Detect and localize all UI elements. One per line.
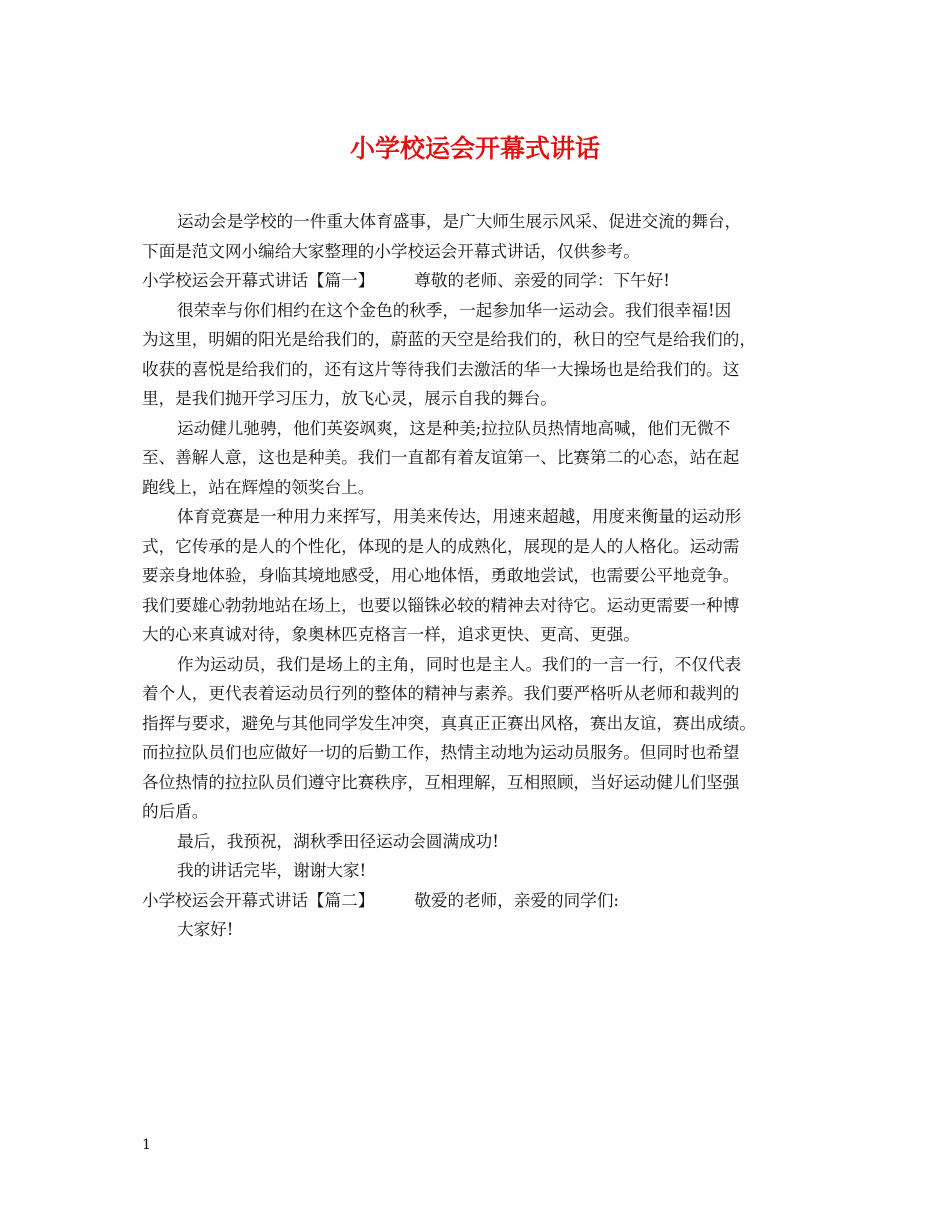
body-line: 的后盾。 (142, 802, 209, 821)
body-line: 大家好! (177, 920, 234, 939)
body-line: 下面是范文网小编给大家整理的小学校运会开幕式讲话，仅供参考。 (142, 241, 640, 261)
body-line: 大的心来真诚对待，象奥林匹克格言一样，追求更快、更高、更强。 (142, 625, 640, 644)
body-line: 我的讲话完毕，谢谢大家! (177, 861, 367, 880)
body-line: 收获的喜悦是给我们的，还有这片等待我们去激活的华一大操场也是给我们的。这 (142, 359, 740, 379)
body-line: 作为运动员，我们是场上的主角，同时也是主人。我们的一言一行，不仅代表 (177, 654, 742, 674)
section-heading: 小学校运会开幕式讲话【篇一】 (142, 271, 375, 290)
body-line: 要亲身地体验，身临其境地感受，用心地体悟，勇敢地尝试，也需要公平地竞争。 (142, 566, 740, 585)
body-line: 最后，我预祝，湖秋季田径运动会圆满成功! (177, 831, 499, 851)
body-line: 指挥与要求，避免与其他同学发生冲突，真真正正赛出风格，赛出友谊，赛出成绩。 (142, 713, 756, 733)
body-line: 跑线上，站在辉煌的领奖台上。 (142, 477, 375, 497)
body-line: 为这里，明媚的阳光是给我们的，蔚蓝的天空是给我们的，秋日的空气是给我们的， (142, 330, 756, 349)
document-body (142, 207, 822, 945)
section-greeting: 敬爱的老师，亲爱的同学们: (414, 890, 620, 910)
section-greeting: 尊敬的老师、亲爱的同学：下午好! (414, 271, 670, 290)
section-heading: 小学校运会开幕式讲话【篇二】 (142, 890, 375, 910)
body-line: 里，是我们抛开学习压力，放飞心灵，展示自我的舞台。 (142, 389, 557, 408)
body-line: 运动会是学校的一件重大体育盛事，是广大师生展示风采、促进交流的舞台， (177, 212, 742, 231)
body-line: 体育竞赛是一种用力来挥写，用美来传达，用速来超越，用度来衡量的运动形 (177, 507, 742, 526)
page-title: 小学校运会开幕式讲话 (349, 134, 600, 163)
body-line: 而拉拉队员们也应做好一切的后勤工作，热情主动地为运动员服务。但同时也希望 (142, 743, 740, 762)
body-line: 着个人，更代表着运动员行列的整体的精神与素养。我们要严格听从老师和裁判的 (142, 684, 740, 703)
section-heading-line (142, 266, 822, 296)
page-number: 1 (142, 1137, 151, 1153)
section-heading-line (142, 886, 822, 916)
body-line: 运动健儿驰骋，他们英姿飒爽，这是种美;拉拉队员热情地高喊，他们无微不 (177, 418, 731, 438)
body-line: 各位热情的拉拉队员们遵守比赛秩序，互相理解，互相照顾，当好运动健儿们坚强 (142, 772, 740, 792)
body-line: 式，它传承的是人的个性化，体现的是人的成熟化，展现的是人的人格化。运动需 (142, 536, 740, 556)
body-line: 我们要雄心勃勃地站在场上，也要以锱铢必较的精神去对待它。运动更需要一种博 (142, 595, 740, 615)
body-line: 很荣幸与你们相约在这个金色的秋季，一起参加华一运动会。我们很幸福!因 (177, 300, 732, 320)
body-line: 至、善解人意，这也是种美。我们一直都有着友谊第一、比赛第二的心态，站在起 (142, 448, 740, 467)
